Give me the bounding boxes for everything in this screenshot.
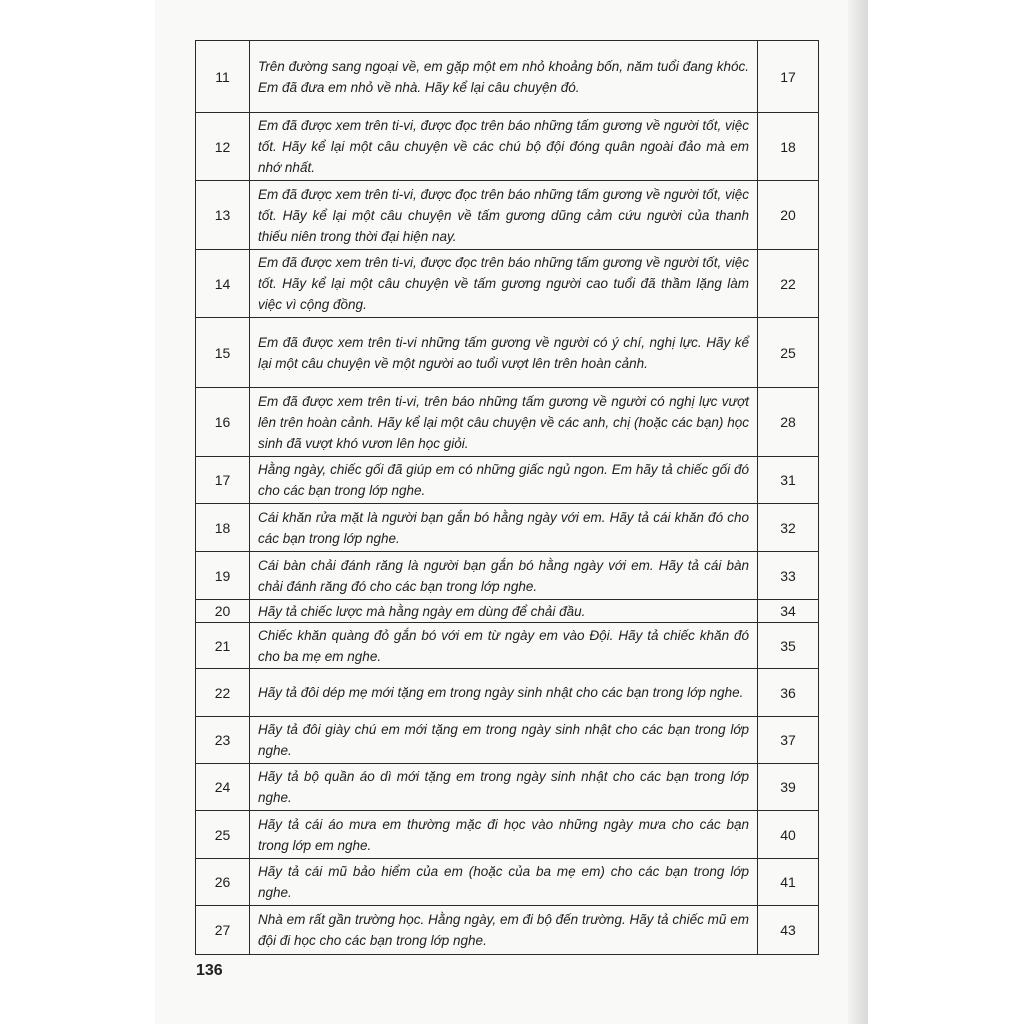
entry-title: Hãy tả chiếc lược mà hằng ngày em dùng để chải đầu. (250, 600, 758, 623)
table-row (196, 600, 819, 623)
entry-title: Hãy tả đôi dép mẹ mới tặng em trong ngày sinh nhật cho các bạn trong lớp nghe. (250, 669, 758, 717)
entry-title: Hãy tả cái mũ bảo hiểm của em (hoặc của ba mẹ em) cho các bạn trong lớp nghe. (250, 859, 758, 906)
entry-number: 27 (196, 906, 250, 955)
entry-number: 11 (196, 41, 250, 113)
entry-number: 13 (196, 181, 250, 250)
entry-title: Em đã được xem trên ti-vi, được đọc trên báo những tấm gương về người tốt, việc tốt. Hãy kể lại một câu chuyện về tấm gương người cao tuổi đã thầm lặng làm việc vì cộng đồng. (250, 250, 758, 318)
table-row (196, 113, 819, 181)
entry-number: 25 (196, 811, 250, 859)
entry-title: Hằng ngày, chiếc gối đã giúp em có những giấc ngủ ngon. Em hãy tả chiếc gối đó cho các bạn trong lớp nghe. (250, 457, 758, 504)
entry-title: Em đã được xem trên ti-vi, được đọc trên báo những tấm gương về người tốt, việc tốt. Hãy kể lại một câu chuyện về tấm gương dũng cảm cứu người của thanh thiếu niên trong thời đại hiện nay. (250, 181, 758, 250)
table-of-contents (195, 40, 819, 955)
entry-number: 17 (196, 457, 250, 504)
table-row (196, 764, 819, 811)
entry-number: 14 (196, 250, 250, 318)
table-row (196, 504, 819, 552)
entry-title: Trên đường sang ngoại về, em gặp một em nhỏ khoảng bốn, năm tuổi đang khóc. Em đã đưa em nhỏ về nhà. Hãy kể lại câu chuyện đó. (250, 41, 758, 113)
table-row (196, 669, 819, 717)
entry-page: 25 (758, 318, 819, 388)
table-row (196, 388, 819, 457)
entry-page: 35 (758, 623, 819, 669)
entry-title: Cái bàn chải đánh răng là người bạn gắn bó hằng ngày với em. Hãy tả cái bàn chải đánh răng đó cho các bạn trong lớp nghe. (250, 552, 758, 600)
entry-page: 36 (758, 669, 819, 717)
entry-page: 43 (758, 906, 819, 955)
table-row (196, 250, 819, 318)
entry-page: 18 (758, 113, 819, 181)
entry-title: Cái khăn rửa mặt là người bạn gắn bó hằng ngày với em. Hãy tả cái khăn đó cho các bạn trong lớp nghe. (250, 504, 758, 552)
entry-number: 26 (196, 859, 250, 906)
entry-page: 39 (758, 764, 819, 811)
entry-title: Hãy tả bộ quần áo dì mới tặng em trong ngày sinh nhật cho các bạn trong lớp nghe. (250, 764, 758, 811)
table-row (196, 457, 819, 504)
entry-page: 41 (758, 859, 819, 906)
table-row (196, 41, 819, 113)
entry-number: 22 (196, 669, 250, 717)
entry-title: Hãy tả đôi giày chú em mới tặng em trong ngày sinh nhật cho các bạn trong lớp nghe. (250, 717, 758, 764)
entry-number: 18 (196, 504, 250, 552)
entry-number: 21 (196, 623, 250, 669)
entry-page: 34 (758, 600, 819, 623)
table-row (196, 623, 819, 669)
page-edge-shadow (848, 0, 868, 1024)
entry-page: 17 (758, 41, 819, 113)
entry-title: Chiếc khăn quàng đỏ gắn bó với em từ ngày em vào Đội. Hãy tả chiếc khăn đó cho ba mẹ em nghe. (250, 623, 758, 669)
entry-title: Em đã được xem trên ti-vi, trên báo những tấm gương về người có nghị lực vượt lên trên hoàn cảnh. Hãy kể lại một câu chuyện về các anh, chị (hoặc các bạn) học sinh đã vượt khó vươn lên học giỏi. (250, 388, 758, 457)
table-row (196, 717, 819, 764)
entry-number: 20 (196, 600, 250, 623)
table-row (196, 552, 819, 600)
entry-page: 20 (758, 181, 819, 250)
entry-page: 37 (758, 717, 819, 764)
entry-number: 15 (196, 318, 250, 388)
table-row (196, 811, 819, 859)
entry-title: Em đã được xem trên ti-vi, được đọc trên báo những tấm gương về người tốt, việc tốt. Hãy kể lại một câu chuyện về các chú bộ đội đóng quân ngoài đảo mà em nhớ nhất. (250, 113, 758, 181)
entry-page: 33 (758, 552, 819, 600)
entry-number: 12 (196, 113, 250, 181)
table-row (196, 181, 819, 250)
entry-title: Hãy tả cái áo mưa em thường mặc đi học vào những ngày mưa cho các bạn trong lớp em nghe. (250, 811, 758, 859)
entry-number: 24 (196, 764, 250, 811)
entry-number: 19 (196, 552, 250, 600)
entry-page: 32 (758, 504, 819, 552)
entry-page: 31 (758, 457, 819, 504)
entry-page: 40 (758, 811, 819, 859)
entry-title: Nhà em rất gần trường học. Hằng ngày, em đi bộ đến trường. Hãy tả chiếc mũ em đội đi học cho các bạn trong lớp nghe. (250, 906, 758, 955)
entry-number: 16 (196, 388, 250, 457)
entry-page: 22 (758, 250, 819, 318)
table-row (196, 318, 819, 388)
entry-page: 28 (758, 388, 819, 457)
table-row (196, 859, 819, 906)
table-row (196, 906, 819, 955)
entry-number: 23 (196, 717, 250, 764)
entry-title: Em đã được xem trên ti-vi những tấm gương về người có ý chí, nghị lực. Hãy kể lại một câu chuyện về một người ao tuổi vượt lên trên hoàn cảnh. (250, 318, 758, 388)
page-number: 136 (196, 962, 223, 979)
